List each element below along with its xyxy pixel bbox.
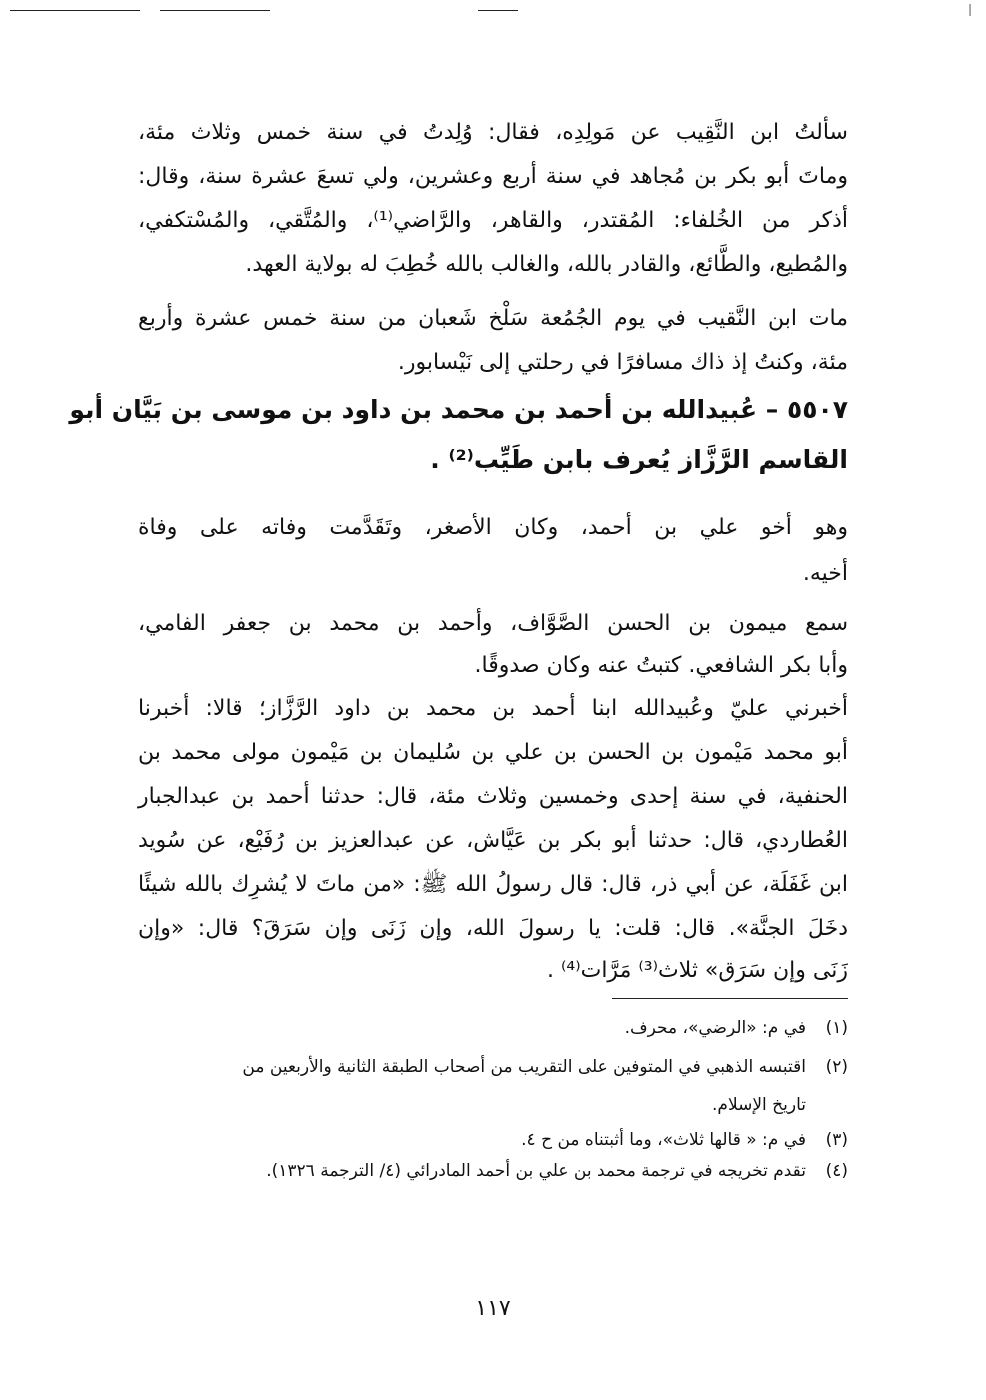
footnote-1 (138, 1014, 848, 1042)
paragraph-line: سألتُ ابن النَّقِيب عن مَولِدِه، فقال: وُلِدتُ في سنة خمس وثلاث مئة، (138, 120, 848, 145)
footnote-text: في م: «الرضي»، محرف. (624, 1018, 806, 1038)
footnote-number: (٤) (825, 1161, 848, 1181)
paragraph-line: أخيه. (802, 561, 848, 586)
entry-heading: ٥٥٠٧ – عُبيدالله بن أحمد بن محمد بن داود بن موسى بن بَيَّان أبو (69, 395, 848, 424)
paragraph-line: زَنَى وإن سَرَق» ثلاث⁽³⁾ مَرَّات⁽⁴⁾ . (546, 958, 848, 983)
paragraph-line: الحنفية، في سنة إحدى وخمسين وثلاث مئة، قال: حدثنا أحمد بن عبدالجبار (138, 784, 848, 809)
footnote-number: (٢) (825, 1057, 848, 1077)
paragraph-line: وأبا بكر الشافعي. كتبتُ عنه وكان صدوقًا. (474, 653, 848, 678)
paragraph-line: سمع ميمون بن الحسن الصَّوَّاف، وأحمد بن محمد بن جعفر الفامي، (138, 611, 848, 636)
paragraph-line: دخَلَ الجنَّة». قال: قلت: يا رسولَ الله، وإن زَنَى وإن سَرَقَ؟ قال: «وإن (138, 916, 848, 941)
corner-mark: ❘ (965, 2, 976, 16)
footnote-number: (٣) (825, 1130, 848, 1150)
paragraph-line: أخبرني عليّ وعُبيدالله ابنا أحمد بن محمد بن داود الرَّزَّاز؛ قالا: أخبرنا (138, 696, 848, 721)
paragraph-line: أذكر من الخُلفاء: المُقتدر، والقاهر، والرَّاضي⁽¹⁾، والمُتَّقي، والمُسْتكفي، (138, 208, 848, 233)
footnote-2-continuation: تاريخ الإسلام. (712, 1095, 806, 1115)
paragraph-line: أبو محمد مَيْمون بن الحسن بن علي بن سُليمان بن مَيْمون مولى محمد بن (138, 740, 848, 765)
footnote-separator (612, 998, 848, 999)
top-rule-left (10, 10, 140, 11)
top-rule-center (478, 10, 518, 11)
paragraph-line: مات ابن النَّقيب في يوم الجُمُعة سَلْخ شَعبان من سنة خمس عشرة وأربع (138, 306, 848, 331)
paragraph-line: ابن غَفَلَة، عن أبي ذر، قال: قال رسولُ الله ﷺ: «من ماتَ لا يُشرِك بالله شيئًا (138, 872, 848, 897)
footnote-text: تقدم تخريجه في ترجمة محمد بن علي بن أحمد المادرائي (٤/ الترجمة ١٣٢٦). (266, 1161, 806, 1181)
footnote-number: (١) (825, 1018, 848, 1038)
footnote-3 (138, 1126, 848, 1154)
footnote-text: اقتبسه الذهبي في المتوفين على التقريب من أصحاب الطبقة الثانية والأربعين من (242, 1057, 806, 1077)
footnote-2 (138, 1053, 848, 1081)
footnote-text: في م: « قالها ثلاث»، وما أثبتناه من ح ٤. (521, 1130, 806, 1150)
entry-heading: القاسم الرَّزَّاز يُعرف بابن طَيِّب⁽²⁾ . (430, 445, 848, 474)
top-rule-middle (160, 10, 270, 11)
page-number: ١١٧ (475, 1296, 511, 1321)
paragraph-line: والمُطيع، والطَّائع، والقادر بالله، والغالب بالله خُطِبَ له بولاية العهد. (245, 252, 848, 277)
footnote-4 (138, 1157, 848, 1185)
paragraph-line: وهو أخو علي بن أحمد، وكان الأصغر، وتَقَدَّمت وفاته على وفاة (138, 515, 848, 540)
paragraph-line: مئة، وكنتُ إذ ذاك مسافرًا في رحلتي إلى نَيْسابور. (397, 350, 848, 375)
paragraph-line: العُطاردي، قال: حدثنا أبو بكر بن عَيَّاش، عن عبدالعزيز بن رُفَيْع، عن سُويد (138, 828, 848, 853)
paragraph-line: وماتَ أبو بكر بن مُجاهد في سنة أربع وعشرين، ولي تسعَ عشرة سنة، وقال: (138, 164, 848, 189)
